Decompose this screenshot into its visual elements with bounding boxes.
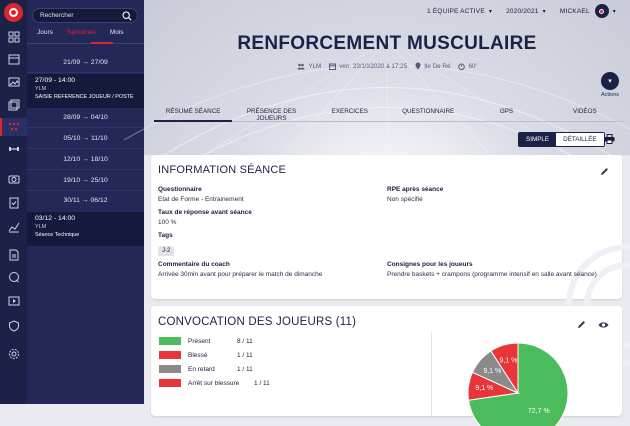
document-icon[interactable] <box>0 246 27 264</box>
event-description: Séance Technique <box>35 232 80 238</box>
tab-weeks[interactable]: Semaines <box>66 29 96 36</box>
shield-icon[interactable] <box>0 317 27 335</box>
legend-row <box>159 351 253 359</box>
chevron-down-icon: ▾ <box>542 8 546 15</box>
coach-comment-field <box>158 261 373 279</box>
period-tabs <box>37 29 137 40</box>
session-info-card <box>151 155 622 299</box>
tab-exercises[interactable]: EXERCICES <box>331 108 369 115</box>
chart-icon[interactable] <box>0 218 27 236</box>
field-label: Commentaire du coach <box>158 261 230 268</box>
search-icon[interactable] <box>122 11 132 21</box>
legend-count: 1 / 11 <box>237 365 253 373</box>
top-bar <box>427 0 630 22</box>
week-item[interactable]: 28/09 → 04/10 <box>63 114 108 121</box>
field-label: RPE après séance <box>387 186 444 193</box>
chevron-down-icon: ▾ <box>612 8 616 15</box>
detailed-view-button[interactable]: DÉTAILLÉE <box>556 133 603 146</box>
player-instructions-field <box>387 261 602 279</box>
legend-count: 8 / 11 <box>237 337 253 345</box>
field-value: 100 % <box>158 219 177 226</box>
divider <box>27 127 144 128</box>
field-value: Prendre baskets + crampons (programme intensif en salle avant séance) <box>387 271 597 278</box>
tab-months[interactable]: Mois <box>109 29 124 36</box>
tab-videos[interactable]: VIDÉOS <box>572 108 597 115</box>
pie-data-label: 9,1 % <box>483 367 502 375</box>
search-box <box>32 8 138 23</box>
tab-underline <box>91 42 113 44</box>
card-title: CONVOCATION DES JOUEURS (11) <box>158 316 357 328</box>
legend-label: Présent <box>188 337 211 345</box>
field-value: Arrivée 30min avant pour préparer le match de dimanche <box>158 271 323 278</box>
session-meta <box>144 62 630 70</box>
user-name: MICKAEL <box>559 7 590 15</box>
dumbbell-icon[interactable] <box>0 140 27 158</box>
location-pin-icon <box>415 62 421 70</box>
event-team: YLM <box>35 86 47 92</box>
chevron-down-icon: ▾ <box>488 8 493 15</box>
team-selector-label: 1 ÉQUIPE ACTIVE <box>426 7 485 15</box>
legend-label: Blessé <box>188 351 208 359</box>
event-item[interactable] <box>27 74 144 108</box>
event-time: 27/09 - 14:00 <box>35 77 76 84</box>
edit-icon[interactable] <box>600 167 609 176</box>
rpe-field <box>387 186 597 204</box>
convocation-card <box>151 306 622 416</box>
session-duration: 60' <box>468 62 477 70</box>
legend-swatch <box>159 337 181 345</box>
session-tabs <box>154 106 624 122</box>
calendar-icon[interactable] <box>0 50 27 68</box>
field-label: Tags <box>158 232 173 239</box>
legend-row <box>159 337 253 345</box>
tag-chip: J-2 <box>158 246 174 256</box>
legend-count: 1 / 11 <box>237 351 253 359</box>
settings-icon[interactable] <box>0 345 27 363</box>
field-label: Questionnaire <box>158 186 202 193</box>
legend-row <box>159 365 253 373</box>
season-selector[interactable] <box>506 8 546 15</box>
card-title: INFORMATION SÉANCE <box>158 164 287 176</box>
camera-icon[interactable] <box>0 170 27 188</box>
legend-swatch <box>159 365 181 373</box>
search-input[interactable] <box>40 12 125 19</box>
tab-attendance[interactable]: PRÉSENCE DES JOUEURS <box>246 108 297 122</box>
calendar-panel <box>27 0 144 404</box>
legend-label: En retard <box>188 365 215 373</box>
image-icon[interactable] <box>0 73 27 91</box>
event-time: 03/12 - 14:00 <box>35 215 76 222</box>
app-logo[interactable] <box>4 3 23 22</box>
main-content <box>144 0 630 415</box>
field-value: Non spécifié <box>387 196 423 203</box>
questionnaire-field <box>158 186 368 204</box>
tags-field <box>158 232 368 257</box>
week-item[interactable]: 21/09 → 27/09 <box>63 59 108 66</box>
print-icon[interactable] <box>604 134 615 144</box>
divider <box>431 331 432 416</box>
pie-data-label: 9,1 % <box>475 385 494 393</box>
legend-label: Arrêt sur blessure <box>188 379 240 387</box>
chat-icon[interactable] <box>0 268 27 286</box>
field-label: Consignes pour les joueurs <box>387 261 473 268</box>
response-rate-field <box>158 209 368 227</box>
timer-icon <box>458 63 465 70</box>
divider <box>27 43 144 44</box>
copy-icon[interactable] <box>0 96 27 114</box>
week-item[interactable]: 05/10 → 11/10 <box>63 135 108 142</box>
checklist-icon[interactable] <box>0 194 27 212</box>
view-toggle <box>518 132 605 147</box>
legend-swatch <box>159 351 181 359</box>
field-value: Etat de Forme - Entrainement <box>158 196 244 203</box>
legend-swatch <box>159 379 181 387</box>
session-location: Ile De Ré <box>424 62 451 70</box>
team-selector[interactable] <box>427 8 492 15</box>
calendar-icon <box>329 63 336 70</box>
season-label: 2020/2021 <box>506 7 539 15</box>
event-description: SAISIE REFERENCE JOUEUR / POSTE <box>35 94 134 100</box>
divider <box>27 72 144 73</box>
actions-button[interactable] <box>601 72 619 98</box>
tab-gps[interactable]: GPS <box>499 108 514 115</box>
page-title: RENFORCEMENT MUSCULAIRE <box>237 33 537 54</box>
dashboard-icon[interactable] <box>0 28 27 46</box>
pie-data-label: 72,7 % <box>527 407 550 415</box>
field-label: Taux de réponse avant séance <box>158 209 252 216</box>
legend-row <box>159 379 270 387</box>
icon-rail <box>0 0 27 404</box>
divider <box>27 190 144 191</box>
event-team: YLM <box>35 224 47 230</box>
event-item[interactable] <box>27 212 144 246</box>
chevron-down-icon: ▾ <box>601 72 619 90</box>
session-team: YLM <box>308 62 322 70</box>
tab-days[interactable]: Jours <box>37 29 53 36</box>
legend-count: 1 / 11 <box>254 379 270 387</box>
week-item[interactable]: 12/10 → 18/10 <box>63 156 108 163</box>
week-item[interactable]: 19/10 → 25/10 <box>63 177 108 184</box>
actions-label: Actions <box>601 92 620 98</box>
divider <box>27 169 144 170</box>
week-item[interactable]: 30/11 → 06/12 <box>63 197 108 204</box>
training-icon[interactable] <box>0 118 27 136</box>
video-icon[interactable] <box>0 292 27 310</box>
divider <box>27 148 144 149</box>
team-icon <box>297 63 305 70</box>
attendance-pie-chart <box>451 326 601 426</box>
simple-view-button[interactable]: SIMPLE <box>519 133 556 146</box>
session-datetime: ven. 23/10/2020 à 17:25 <box>339 62 408 70</box>
tab-summary[interactable]: RÉSUMÉ SÉANCE <box>154 106 232 121</box>
avatar[interactable] <box>595 4 609 18</box>
pie-data-label: 9,1 % <box>499 357 518 365</box>
user-menu[interactable] <box>560 4 616 18</box>
tab-questionnaire[interactable]: QUESTIONNAIRE <box>402 108 455 115</box>
